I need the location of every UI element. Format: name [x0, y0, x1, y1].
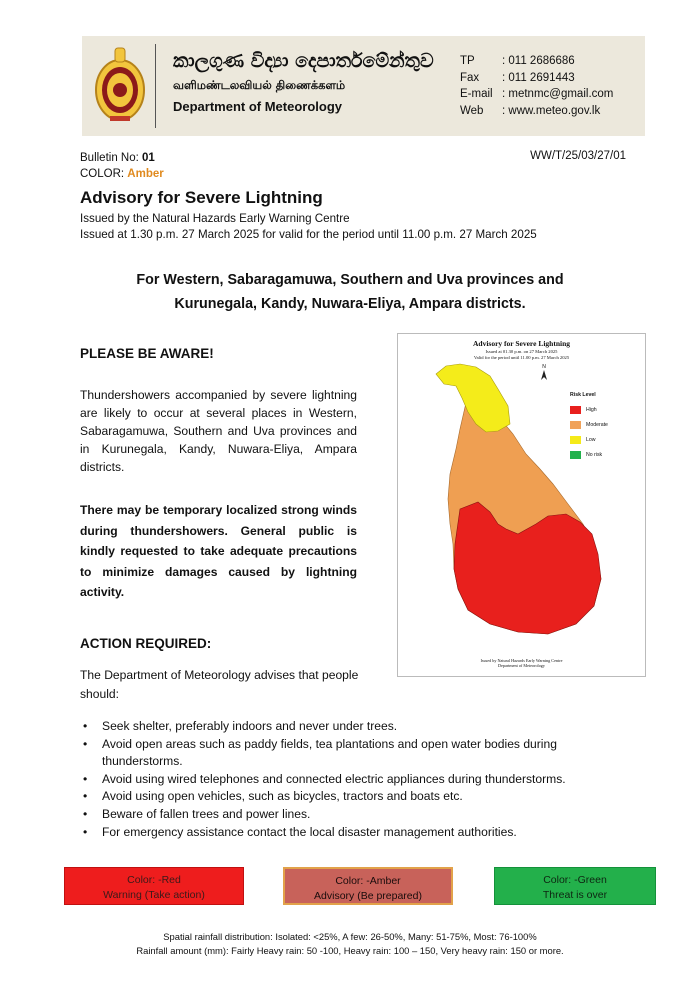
- issued-at: Issued at 1.30 p.m. 27 March 2025 for valid for the period until 11.00 p.m. 27 March 2025: [80, 228, 537, 241]
- footer-line-1: Spatial rainfall distribution: Isolated: <25%, A few: 26-50%, Many: 51-75%, Most: 76-100%: [163, 931, 537, 942]
- bulletin-meta: [80, 150, 164, 182]
- bullet-icon: •: [83, 789, 88, 804]
- bullet-icon: •: [83, 824, 88, 839]
- list-item: • For emergency assistance contact the local disaster management authorities.: [80, 824, 640, 842]
- bullet-icon: •: [83, 771, 88, 786]
- list-item: • Seek shelter, preferably indoors and never under trees.: [80, 718, 640, 736]
- legend-title: Risk Level: [570, 392, 596, 398]
- map-subtitle: Issued at 01.30 p.m. on 27 March 2025 Valid for the period until 11.00 p.m. 27 March 2025: [473, 349, 570, 360]
- color-code-red: Color: -Red Warning (Take action): [64, 867, 244, 905]
- map-title: Advisory for Severe Lightning: [472, 339, 571, 348]
- dept-name-tamil: வளிமண்டலவியல் திணைக்களம்: [173, 78, 346, 92]
- list-item: • Avoid using wired telephones and connected electric appliances during thunderstorms.: [80, 771, 640, 789]
- dept-name-english: Department of Meteorology: [173, 99, 343, 114]
- affected-regions: [90, 268, 610, 316]
- bulletin-reference: WW/T/25/03/27/01: [530, 150, 626, 162]
- action-list: [80, 718, 640, 841]
- issued-by: Issued by the Natural Hazards Early Warning Centre: [80, 212, 350, 225]
- contact-email[interactable]: E-mail : metnmc@gmail.com: [460, 88, 614, 100]
- issued-info: [80, 211, 537, 243]
- forecast-paragraph: Thundershowers accompanied by severe lightning are likely to occur at several places in Western, Sabaragamuwa, Southern and Uva provinces and in Kurunegala, Kandy, Nuwara-Eliya, Ampara districts.: [80, 388, 357, 474]
- bullet-icon: •: [83, 806, 88, 821]
- legend-item-high: High: [570, 402, 608, 417]
- list-item: • Beware of fallen trees and power lines.: [80, 806, 640, 824]
- footer-line-2: Rainfall amount (mm): Fairly Heavy rain: 50 -100, Heavy rain: 100 – 150, Very heavy rain: 150 or more.: [136, 944, 564, 956]
- contact-phone: TP : 011 2686686: [460, 55, 575, 67]
- risk-map: [397, 333, 646, 677]
- list-item: • Avoid using open vehicles, such as bicycles, tractors and boats etc.: [80, 788, 640, 806]
- north-arrow-icon: N: [541, 364, 547, 382]
- aware-heading: PLEASE BE AWARE!: [80, 346, 214, 361]
- regions-line-1: For Western, Sabaragamuwa, Southern and Uva provinces and: [136, 272, 564, 288]
- color-value: Amber: [127, 168, 164, 180]
- advise-text: The Department of Meteorology advises that people should:: [80, 668, 359, 701]
- contact-block: [460, 53, 613, 119]
- list-item: • Avoid open areas such as paddy fields, tea plantations and open water bodies during thunderstorms.: [83, 736, 557, 769]
- map-legend: [570, 392, 608, 462]
- sri-lanka-map: [398, 334, 645, 676]
- bullet-icon: •: [83, 719, 88, 733]
- rainfall-legend-footer: [0, 930, 700, 957]
- color-code-amber: Color: -Amber Advisory (Be prepared): [283, 867, 453, 905]
- bullet-icon: •: [83, 736, 88, 751]
- regions-line-2: Kurunegala, Kandy, Nuwara-Eliya, Ampara districts.: [174, 296, 526, 312]
- header-divider: [155, 44, 156, 128]
- action-heading: ACTION REQUIRED:: [80, 636, 212, 651]
- color-code-green: Color: -Green Threat is over: [494, 867, 656, 905]
- map-footer: Issued by Natural Hazards Early Warning Centre Department of Meteorology: [480, 658, 563, 668]
- legend-item-moderate: Moderate: [570, 417, 608, 432]
- government-emblem: [94, 46, 146, 122]
- bulletin-number: 01: [142, 152, 155, 164]
- bulletin-number-label: Bulletin No:: [80, 152, 143, 164]
- legend-item-no-risk: No risk: [570, 447, 608, 462]
- contact-web[interactable]: Web : www.meteo.gov.lk: [460, 104, 601, 117]
- dept-name-sinhala: කාලගුණ විද්‍යා දෙපාර්තමේන්තුව: [173, 50, 434, 72]
- advisory-title: Advisory for Severe Lightning: [80, 188, 323, 207]
- contact-fax: Fax : 011 2691443: [460, 71, 575, 84]
- precaution-paragraph: There may be temporary localized strong winds during thundershowers. General public is kindly requested to take adequate precautions to minimize damages caused by lightning activity.: [80, 503, 357, 599]
- legend-item-low: Low: [570, 432, 608, 447]
- color-label: COLOR:: [80, 168, 128, 180]
- letterhead: [82, 36, 645, 136]
